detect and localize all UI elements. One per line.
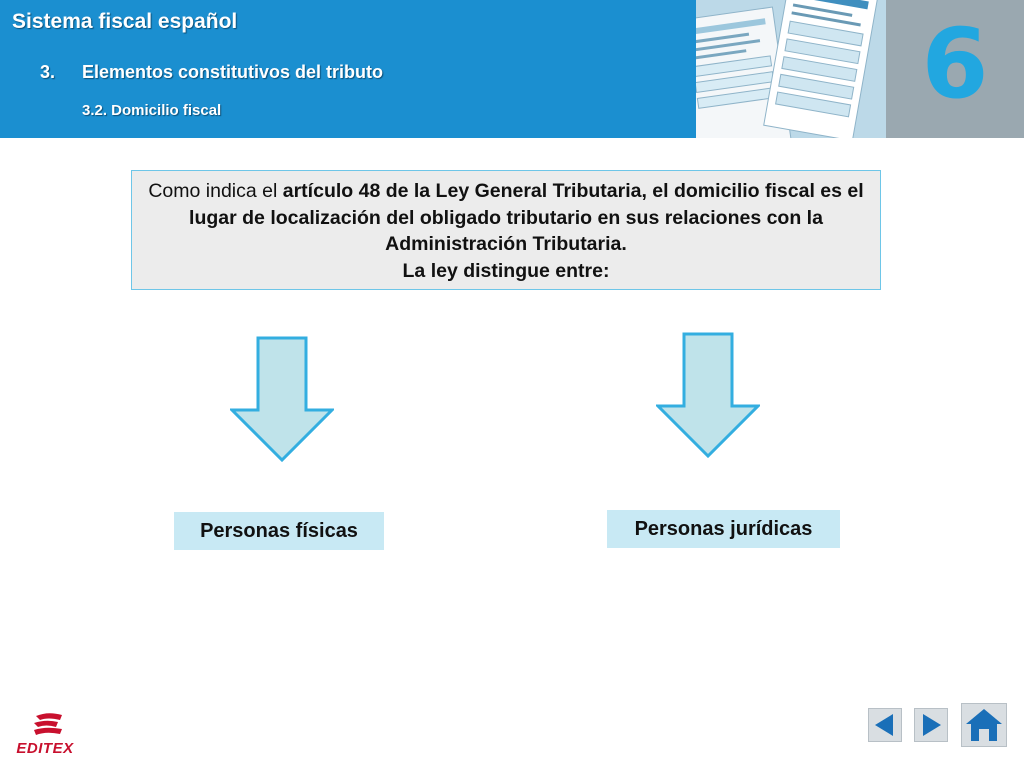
triangle-right-icon — [915, 709, 947, 741]
subsection-title: 3.2. Domicilio fiscal — [82, 102, 222, 119]
definition-intro: Como indica el — [148, 180, 283, 202]
home-icon — [962, 704, 1006, 746]
editex-logo-text: EDITEX — [16, 740, 74, 757]
section-number: 3. — [40, 62, 56, 82]
header-band — [0, 0, 696, 138]
previous-slide-button[interactable] — [868, 708, 902, 742]
category-personas-fisicas: Personas físicas — [174, 512, 384, 550]
editex-logo — [10, 712, 80, 760]
down-arrow-right-icon — [656, 332, 760, 458]
home-button[interactable] — [961, 703, 1007, 747]
section-title: Elementos constitutivos del tributo — [82, 62, 384, 82]
definition-box — [131, 170, 881, 290]
definition-bold-text: artículo 48 de la Ley General Tributaria, el domicilio fiscal es el lugar de localización del obligado tributario en sus relaciones con la Administración Tributaria. — [189, 180, 864, 255]
next-slide-button[interactable] — [914, 708, 948, 742]
chapter-badge — [886, 0, 1024, 138]
category-personas-juridicas: Personas jurídicas — [607, 510, 840, 548]
chapter-number: 6 — [921, 8, 989, 120]
tax-forms-image — [696, 0, 886, 138]
editex-logo-mark-icon — [30, 712, 66, 738]
down-arrow-left-icon — [230, 336, 334, 462]
triangle-left-icon — [869, 709, 901, 741]
tax-forms-illustration — [696, 0, 886, 138]
section-heading — [40, 62, 383, 83]
definition-closing: La ley distingue entre: — [402, 259, 610, 282]
header-title: Sistema fiscal español — [12, 10, 238, 33]
